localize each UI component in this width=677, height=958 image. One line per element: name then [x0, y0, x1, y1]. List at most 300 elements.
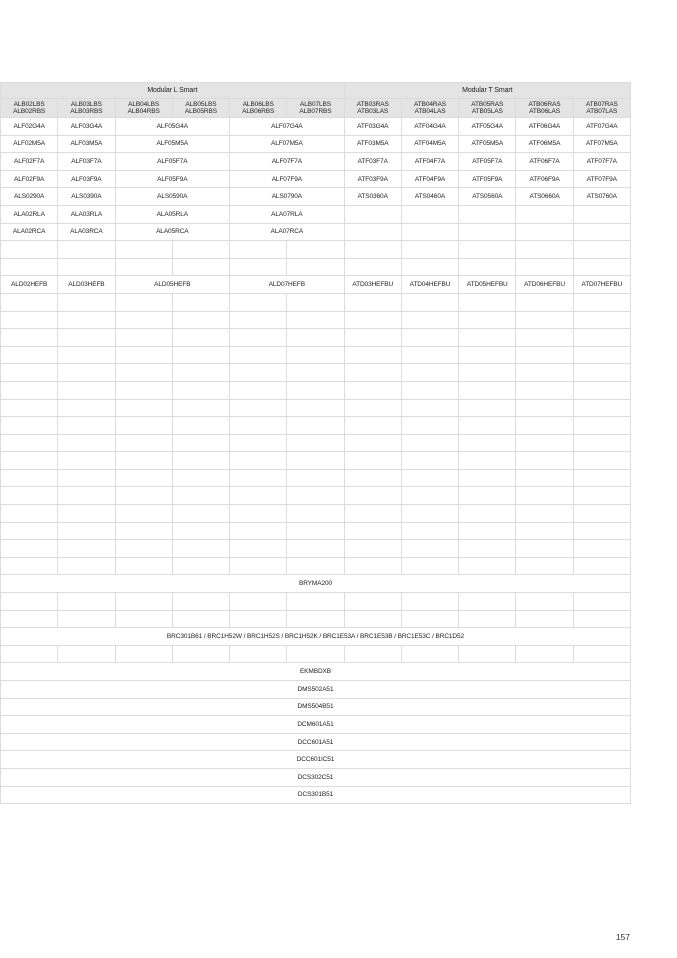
empty-cell	[401, 311, 458, 329]
empty-cell	[401, 487, 458, 505]
empty-cell	[401, 329, 458, 347]
empty-cell	[344, 645, 401, 663]
accessory-cell: ATF06F9A	[516, 170, 573, 188]
accessory-cell: ALA02RLA	[1, 205, 58, 223]
empty-cell	[172, 399, 229, 417]
empty-cell	[1, 593, 58, 611]
empty-cell	[172, 452, 229, 470]
empty-cell	[459, 205, 516, 223]
model-header-cell	[58, 99, 115, 118]
empty-cell	[516, 593, 573, 611]
empty-cell	[58, 417, 115, 435]
model-header-cell	[287, 99, 344, 118]
empty-cell	[172, 469, 229, 487]
empty-cell	[459, 645, 516, 663]
empty-cell	[516, 258, 573, 276]
model-code: ATB03RAS	[356, 100, 389, 108]
empty-cell	[459, 487, 516, 505]
empty-cell	[344, 505, 401, 523]
empty-cell	[573, 364, 630, 382]
empty-cell	[1, 452, 58, 470]
model-code: ATB04RAS	[414, 100, 446, 108]
empty-row	[1, 346, 631, 364]
empty-cell	[573, 258, 630, 276]
empty-cell	[172, 434, 229, 452]
option-row	[1, 663, 631, 681]
empty-cell	[1, 522, 58, 540]
model-header-cell	[516, 99, 573, 118]
empty-cell	[1, 487, 58, 505]
accessory-cell: ALF07F9A	[230, 170, 345, 188]
empty-cell	[573, 593, 630, 611]
accessory-cell: ALF02M5A	[1, 135, 58, 153]
accessory-cell: ATF05F9A	[459, 170, 516, 188]
empty-cell	[58, 311, 115, 329]
empty-cell	[516, 469, 573, 487]
empty-cell	[401, 645, 458, 663]
accessory-cell: ATF04F9A	[401, 170, 458, 188]
empty-cell	[516, 557, 573, 575]
empty-cell	[230, 645, 287, 663]
empty-cell	[516, 241, 573, 259]
model-code: ALB07RBS	[299, 108, 332, 115]
accessory-cell: ALS0790A	[230, 188, 345, 206]
empty-cell	[459, 593, 516, 611]
option-row	[1, 681, 631, 699]
heater-cell: ATD06HEFBU	[516, 276, 573, 294]
empty-cell	[1, 311, 58, 329]
accessory-row	[1, 170, 631, 188]
empty-cell	[287, 311, 344, 329]
empty-cell	[287, 417, 344, 435]
empty-cell	[230, 364, 287, 382]
accessory-row	[1, 135, 631, 153]
empty-cell	[401, 593, 458, 611]
empty-cell	[459, 540, 516, 558]
empty-cell	[115, 311, 172, 329]
empty-cell	[172, 645, 229, 663]
model-header-cell	[401, 99, 458, 118]
empty-cell	[115, 645, 172, 663]
empty-cell	[115, 258, 172, 276]
accessory-row	[1, 118, 631, 136]
empty-cell	[459, 381, 516, 399]
empty-cell	[287, 593, 344, 611]
accessory-cell: ATF03F7A	[344, 153, 401, 171]
empty-cell	[573, 311, 630, 329]
empty-row	[1, 241, 631, 259]
empty-cell	[58, 469, 115, 487]
empty-cell	[172, 610, 229, 628]
empty-cell	[344, 469, 401, 487]
empty-cell	[573, 540, 630, 558]
empty-cell	[230, 452, 287, 470]
empty-cell	[58, 522, 115, 540]
empty-cell	[573, 399, 630, 417]
heater-cell: ALD02HEFB	[1, 276, 58, 294]
model-code: ALB06RBS	[242, 108, 275, 115]
empty-cell	[115, 505, 172, 523]
option-row	[1, 751, 631, 769]
empty-cell	[516, 505, 573, 523]
empty-cell	[230, 505, 287, 523]
bryma-cell: BRYMA200	[1, 575, 631, 593]
empty-cell	[230, 293, 287, 311]
empty-cell	[287, 329, 344, 347]
page-number: 157	[615, 932, 630, 942]
empty-row	[1, 487, 631, 505]
empty-cell	[344, 557, 401, 575]
empty-row	[1, 540, 631, 558]
empty-cell	[459, 417, 516, 435]
model-code: ATB06LAS	[529, 108, 560, 115]
accessory-cell: ALF05G4A	[115, 118, 230, 136]
option-row	[1, 786, 631, 804]
empty-cell	[287, 610, 344, 628]
empty-row	[1, 434, 631, 452]
accessory-cell: ALF05F7A	[115, 153, 230, 171]
empty-cell	[573, 434, 630, 452]
empty-cell	[172, 557, 229, 575]
accessory-cell: ALA03RCA	[58, 223, 115, 241]
empty-cell	[401, 205, 458, 223]
model-code: ATB05RAS	[471, 100, 504, 108]
empty-cell	[401, 452, 458, 470]
empty-cell	[115, 487, 172, 505]
empty-cell	[459, 557, 516, 575]
accessory-cell: ALF03F7A	[58, 153, 115, 171]
model-header-cell	[172, 99, 229, 118]
empty-cell	[516, 346, 573, 364]
empty-cell	[230, 381, 287, 399]
empty-cell	[172, 417, 229, 435]
empty-cell	[115, 293, 172, 311]
model-header-cell	[1, 99, 58, 118]
empty-row	[1, 522, 631, 540]
empty-cell	[230, 399, 287, 417]
empty-cell	[1, 540, 58, 558]
empty-row	[1, 452, 631, 470]
empty-cell	[516, 522, 573, 540]
empty-cell	[115, 364, 172, 382]
empty-cell	[459, 505, 516, 523]
empty-cell	[516, 329, 573, 347]
empty-cell	[115, 557, 172, 575]
option-row	[1, 716, 631, 734]
model-code: ALB02LBS	[13, 100, 45, 108]
empty-cell	[401, 381, 458, 399]
accessory-cell: ALF07F7A	[230, 153, 345, 171]
accessory-cell: ATS0460A	[401, 188, 458, 206]
empty-cell	[344, 522, 401, 540]
accessory-cell: ALA03RLA	[58, 205, 115, 223]
empty-cell	[459, 469, 516, 487]
empty-cell	[58, 241, 115, 259]
empty-cell	[573, 293, 630, 311]
accessory-cell: ATF04G4A	[401, 118, 458, 136]
empty-cell	[115, 241, 172, 259]
empty-cell	[516, 311, 573, 329]
empty-cell	[459, 293, 516, 311]
option-cell: DCC601IC51	[1, 751, 631, 769]
empty-cell	[459, 223, 516, 241]
empty-cell	[1, 469, 58, 487]
empty-cell	[115, 329, 172, 347]
empty-cell	[573, 346, 630, 364]
empty-cell	[58, 346, 115, 364]
empty-row	[1, 258, 631, 276]
empty-cell	[230, 311, 287, 329]
accessory-cell: ALF02G4A	[1, 118, 58, 136]
empty-cell	[287, 381, 344, 399]
empty-cell	[344, 223, 401, 241]
empty-cell	[58, 434, 115, 452]
model-code: ATB04LAS	[414, 108, 446, 115]
empty-cell	[573, 469, 630, 487]
heater-cell: ATD05HEFBU	[459, 276, 516, 294]
accessory-cell: ALA07RCA	[230, 223, 345, 241]
empty-cell	[172, 522, 229, 540]
l-only-row	[1, 223, 631, 241]
empty-cell	[459, 311, 516, 329]
heater-cell: ATD03HEFBU	[344, 276, 401, 294]
empty-row	[1, 417, 631, 435]
model-header-cell	[573, 99, 630, 118]
heater-cell: ALD03HEFB	[58, 276, 115, 294]
empty-cell	[172, 293, 229, 311]
empty-cell	[287, 540, 344, 558]
empty-row	[1, 505, 631, 523]
empty-cell	[115, 346, 172, 364]
empty-cell	[459, 258, 516, 276]
option-cell: DCC601A51	[1, 733, 631, 751]
accessory-cell: ATF07F9A	[573, 170, 630, 188]
group-header-row	[1, 83, 631, 99]
empty-cell	[58, 258, 115, 276]
empty-cell	[230, 593, 287, 611]
accessory-cell: ATF03G4A	[344, 118, 401, 136]
empty-cell	[230, 434, 287, 452]
controllers-cell: BRC301B61 / BRC1H52W / BRC1H52S / BRC1H52K / BRC1E53A / BRC1E53B / BRC1E53C / BRC1D52	[1, 628, 631, 646]
empty-cell	[230, 241, 287, 259]
empty-cell	[401, 399, 458, 417]
empty-cell	[573, 381, 630, 399]
empty-cell	[172, 241, 229, 259]
empty-cell	[459, 346, 516, 364]
option-row	[1, 733, 631, 751]
accessory-cell: ALA02RCA	[1, 223, 58, 241]
empty-cell	[573, 223, 630, 241]
accessory-cell: ALF03F9A	[58, 170, 115, 188]
empty-cell	[1, 329, 58, 347]
empty-cell	[344, 241, 401, 259]
empty-row	[1, 293, 631, 311]
option-cell: DCS301B51	[1, 786, 631, 804]
empty-cell	[459, 241, 516, 259]
accessory-cell: ATS0660A	[516, 188, 573, 206]
empty-cell	[287, 434, 344, 452]
model-code: ATB07LAS	[586, 108, 618, 115]
empty-cell	[401, 241, 458, 259]
empty-row	[1, 593, 631, 611]
empty-cell	[516, 417, 573, 435]
empty-cell	[573, 329, 630, 347]
empty-cell	[1, 293, 58, 311]
empty-cell	[1, 645, 58, 663]
empty-cell	[1, 364, 58, 382]
empty-cell	[344, 452, 401, 470]
compatibility-table	[0, 82, 631, 804]
accessory-cell: ALF05F9A	[115, 170, 230, 188]
accessory-cell: ATF04M5A	[401, 135, 458, 153]
empty-cell	[230, 522, 287, 540]
bryma-row	[1, 575, 631, 593]
empty-cell	[516, 399, 573, 417]
empty-cell	[573, 522, 630, 540]
empty-cell	[573, 610, 630, 628]
accessory-cell: ALA07RLA	[230, 205, 345, 223]
empty-cell	[58, 399, 115, 417]
empty-cell	[287, 399, 344, 417]
empty-cell	[172, 540, 229, 558]
model-header-cell	[459, 99, 516, 118]
empty-cell	[115, 540, 172, 558]
empty-cell	[401, 522, 458, 540]
empty-cell	[344, 205, 401, 223]
empty-cell	[573, 557, 630, 575]
empty-cell	[172, 258, 229, 276]
empty-cell	[172, 311, 229, 329]
empty-cell	[573, 241, 630, 259]
empty-cell	[58, 452, 115, 470]
empty-cell	[172, 593, 229, 611]
empty-cell	[401, 434, 458, 452]
empty-cell	[230, 417, 287, 435]
empty-cell	[573, 417, 630, 435]
model-code: ALB07LBS	[299, 100, 331, 108]
accessory-cell: ALF07G4A	[230, 118, 345, 136]
empty-cell	[58, 645, 115, 663]
controllers-row	[1, 628, 631, 646]
empty-cell	[287, 452, 344, 470]
model-code: ATB06RAS	[528, 100, 561, 108]
accessory-cell: ALF05M5A	[115, 135, 230, 153]
accessory-cell: ALA05RLA	[115, 205, 230, 223]
empty-cell	[401, 505, 458, 523]
empty-cell	[516, 610, 573, 628]
option-cell: EKMBDXB	[1, 663, 631, 681]
empty-cell	[58, 593, 115, 611]
empty-row	[1, 311, 631, 329]
empty-cell	[401, 293, 458, 311]
option-cell: DCM601A51	[1, 716, 631, 734]
empty-row	[1, 399, 631, 417]
heater-cell: ATD07HEFBU	[573, 276, 630, 294]
empty-cell	[115, 434, 172, 452]
compatibility-table-container	[0, 82, 630, 804]
empty-cell	[401, 610, 458, 628]
empty-cell	[344, 381, 401, 399]
accessory-cell: ATF03F9A	[344, 170, 401, 188]
empty-cell	[573, 487, 630, 505]
model-code: ATB05LAS	[471, 108, 503, 115]
group-header-modular-l: Modular L Smart	[1, 83, 345, 99]
empty-cell	[230, 487, 287, 505]
empty-cell	[58, 610, 115, 628]
empty-cell	[115, 610, 172, 628]
empty-cell	[172, 487, 229, 505]
empty-cell	[58, 487, 115, 505]
empty-cell	[1, 434, 58, 452]
empty-cell	[516, 293, 573, 311]
empty-cell	[344, 417, 401, 435]
empty-cell	[459, 329, 516, 347]
empty-cell	[1, 381, 58, 399]
empty-cell	[459, 364, 516, 382]
empty-cell	[344, 329, 401, 347]
accessory-row	[1, 188, 631, 206]
accessory-cell: ALA05RCA	[115, 223, 230, 241]
empty-cell	[287, 364, 344, 382]
accessory-cell: ALF02F9A	[1, 170, 58, 188]
empty-cell	[401, 364, 458, 382]
empty-cell	[58, 293, 115, 311]
empty-cell	[459, 522, 516, 540]
accessory-row	[1, 153, 631, 171]
accessory-cell: ATS0360A	[344, 188, 401, 206]
empty-row	[1, 329, 631, 347]
empty-cell	[287, 645, 344, 663]
accessory-cell: ALF07M5A	[230, 135, 345, 153]
empty-cell	[344, 346, 401, 364]
empty-cell	[516, 487, 573, 505]
empty-row	[1, 381, 631, 399]
empty-cell	[115, 593, 172, 611]
model-code: ALB02RBS	[13, 108, 46, 115]
empty-cell	[287, 293, 344, 311]
empty-cell	[287, 346, 344, 364]
empty-cell	[516, 364, 573, 382]
model-code: ATB07RAS	[585, 100, 618, 108]
empty-cell	[115, 399, 172, 417]
option-cell: DMS504B51	[1, 698, 631, 716]
empty-cell	[344, 258, 401, 276]
empty-cell	[401, 469, 458, 487]
model-code: ALB03LBS	[70, 100, 102, 108]
empty-cell	[1, 258, 58, 276]
accessory-cell: ATF06G4A	[516, 118, 573, 136]
empty-cell	[516, 452, 573, 470]
model-code: ALB05RBS	[184, 108, 217, 115]
empty-row	[1, 469, 631, 487]
empty-cell	[516, 223, 573, 241]
empty-cell	[401, 557, 458, 575]
empty-cell	[230, 258, 287, 276]
empty-cell	[573, 452, 630, 470]
empty-cell	[172, 346, 229, 364]
accessory-cell: ALF03G4A	[58, 118, 115, 136]
empty-cell	[172, 364, 229, 382]
group-header-modular-t: Modular T Smart	[344, 83, 630, 99]
empty-cell	[459, 434, 516, 452]
empty-cell	[115, 469, 172, 487]
empty-cell	[115, 452, 172, 470]
empty-cell	[287, 241, 344, 259]
accessory-cell: ATF04F7A	[401, 153, 458, 171]
model-header-cell	[344, 99, 401, 118]
accessory-cell: ATF07G4A	[573, 118, 630, 136]
accessory-cell: ATF05F7A	[459, 153, 516, 171]
